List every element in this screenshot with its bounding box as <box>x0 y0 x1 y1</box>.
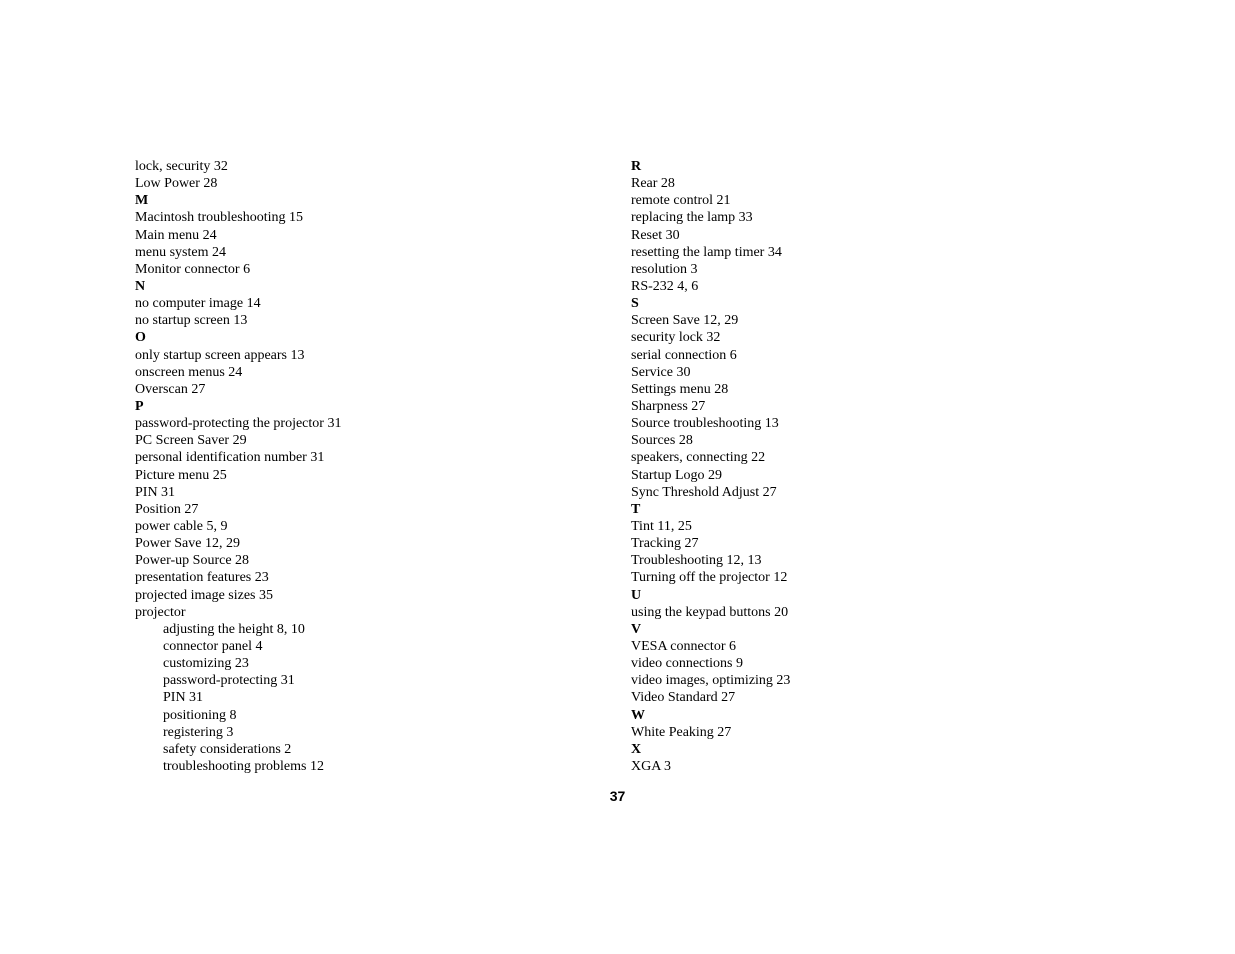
index-letter-heading: O <box>135 330 146 346</box>
index-column-right <box>631 158 790 775</box>
index-entry: resetting the lamp timer 34 <box>631 244 782 260</box>
index-subentry: safety considerations 2 <box>163 741 292 757</box>
index-column-left <box>135 158 341 775</box>
index-entry: Startup Logo 29 <box>631 467 722 483</box>
index-subentry: connector panel 4 <box>163 638 263 654</box>
index-entry: Overscan 27 <box>135 381 206 397</box>
index-entry: using the keypad buttons 20 <box>631 604 789 620</box>
index-entry: Service 30 <box>631 364 691 380</box>
index-entry: Settings menu 28 <box>631 381 729 397</box>
index-entry: Sharpness 27 <box>631 398 706 414</box>
index-letter-heading: N <box>135 278 146 294</box>
index-letter-heading: W <box>631 707 645 723</box>
index-entry: Monitor connector 6 <box>135 261 251 277</box>
index-subentry: customizing 23 <box>163 656 249 672</box>
index-entry: resolution 3 <box>631 261 698 277</box>
index-entry: replacing the lamp 33 <box>631 210 753 226</box>
index-entry: Source troubleshooting 13 <box>631 416 779 432</box>
index-entry: onscreen menus 24 <box>135 364 243 380</box>
index-entry: Sync Threshold Adjust 27 <box>631 484 777 500</box>
index-entry: Reset 30 <box>631 227 680 243</box>
index-entry: no computer image 14 <box>135 296 261 312</box>
index-letter-heading: U <box>631 587 642 603</box>
index-letter-heading: M <box>135 193 149 209</box>
index-entry: Low Power 28 <box>135 176 218 192</box>
index-entry: Macintosh troubleshooting 15 <box>135 210 303 226</box>
index-entry: XGA 3 <box>631 758 672 774</box>
index-subentry: troubleshooting problems 12 <box>163 758 324 774</box>
index-entry: power cable 5, 9 <box>135 518 228 534</box>
index-entry: PC Screen Saver 29 <box>135 433 247 449</box>
index-entry: video connections 9 <box>631 656 743 672</box>
index-entry: projector <box>135 604 186 620</box>
index-entry: no startup screen 13 <box>135 313 248 329</box>
index-subentry: positioning 8 <box>163 707 237 723</box>
index-entry: Tint 11, 25 <box>631 518 692 534</box>
index-letter-heading: X <box>631 741 642 757</box>
index-entry: Power Save 12, 29 <box>135 536 240 552</box>
index-entry: Troubleshooting 12, 13 <box>631 553 762 569</box>
index-entry: VESA connector 6 <box>631 638 736 654</box>
index-entry: RS-232 4, 6 <box>631 278 699 294</box>
index-entry: Picture menu 25 <box>135 467 227 483</box>
index-subentry: adjusting the height 8, 10 <box>163 621 305 637</box>
index-letter-heading: S <box>631 296 639 312</box>
index-entry: Turning off the projector 12 <box>631 570 788 586</box>
index-entry: Position 27 <box>135 501 199 517</box>
index-entry: Sources 28 <box>631 433 693 449</box>
index-entry: Tracking 27 <box>631 536 699 552</box>
index-subentry: password-protecting 31 <box>163 673 295 689</box>
index-entry: PIN 31 <box>135 484 176 500</box>
index-entry: projected image sizes 35 <box>135 587 274 603</box>
index-entry: lock, security 32 <box>135 159 228 174</box>
index-entry: Video Standard 27 <box>631 690 736 706</box>
index-entry: personal identification number 31 <box>135 450 325 466</box>
index-entry: White Peaking 27 <box>631 724 732 740</box>
page-number: 37 <box>609 788 626 804</box>
index-entry: video images, optimizing 23 <box>631 673 791 689</box>
index-entry: Rear 28 <box>631 176 675 192</box>
index-subentry: PIN 31 <box>163 690 204 706</box>
index-entry: Main menu 24 <box>135 227 217 243</box>
index-entry: menu system 24 <box>135 244 226 260</box>
index-letter-heading: P <box>135 398 144 414</box>
index-entry: remote control 21 <box>631 193 731 209</box>
index-letter-heading: R <box>631 159 642 174</box>
index-entry: security lock 32 <box>631 330 721 346</box>
index-entry: presentation features 23 <box>135 570 269 586</box>
index-entry: Screen Save 12, 29 <box>631 313 739 329</box>
index-subentry: registering 3 <box>163 724 234 740</box>
index-entry: serial connection 6 <box>631 347 737 363</box>
index-letter-heading: V <box>631 621 642 637</box>
index-entry: password-protecting the projector 31 <box>135 416 342 432</box>
index-entry: Power-up Source 28 <box>135 553 250 569</box>
index-entry: speakers, connecting 22 <box>631 450 766 466</box>
index-entry: only startup screen appears 13 <box>135 347 305 363</box>
index-letter-heading: T <box>631 501 641 517</box>
